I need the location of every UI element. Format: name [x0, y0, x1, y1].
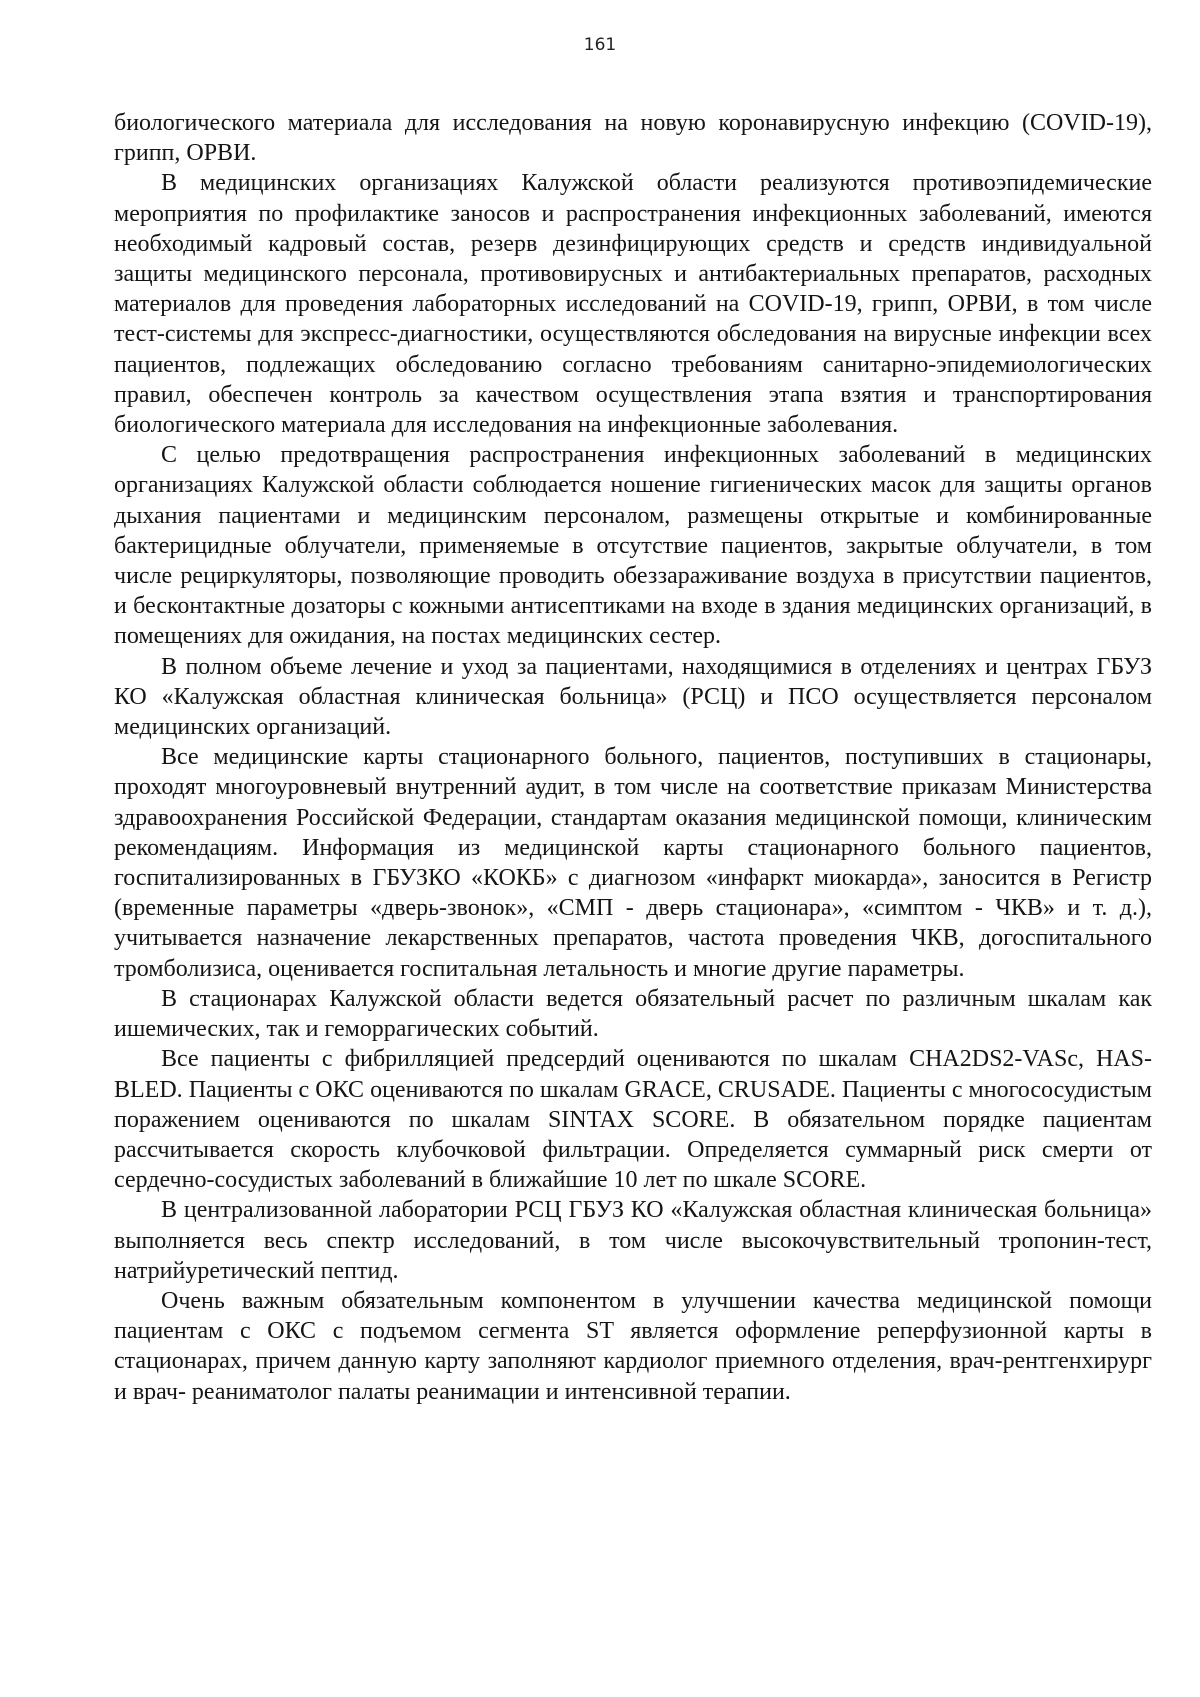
paragraph-patient-scoring: Все пациенты с фибрилляцией предсердий оцениваются по шкалам CHA2DS2-VASc, HAS-BLED. Пациенты с ОКС оцениваются по шкалам GRACE, CRUSADE. Пациенты с многососудистым поражением оцениваются по шкалам SINTAX SCORE. В обязательном порядке пациентам рассчитывается скорость клубочковой фильтрации. Определяется суммарный риск смерти от сердечно-сосудистых заболеваний в ближайшие 10 лет по шкале SCORE.: [114, 1046, 1152, 1194]
document-body: [114, 108, 1152, 1407]
paragraph-central-laboratory: В централизованной лаборатории РСЦ ГБУЗ КО «Калужская областная клиническая больница» выполняется весь спектр исследований, в том числе высокочувствительный тропонин-тест, натрийуретический пептид.: [114, 1197, 1152, 1284]
paragraph-treatment-and-care: В полном объеме лечение и уход за пациентами, находящимися в отделениях и центрах ГБУЗ КО «Калужская областная клиническая больница» (РСЦ) и ПСО осуществляется персоналом медицинских организаций.: [114, 653, 1152, 741]
paragraph-medical-records-audit: Все медицинские карты стационарного больного, пациентов, поступивших в стационары, проходят многоуровневый внутренний аудит, в том числе на соответствие приказам Министерства здравоохранения Российской Федерации, стандартам оказания медицинской помощи, клиническим рекомендациям. Информация из медицинской карты стационарного больного пациентов, госпитализированных в ГБУЗКО «КОКБ» с диагнозом «инфаркт миокарда», заносится в Регистр (временные параметры «дверь-звонок», «СМП - дверь стационара», «симптом - ЧКВ» и т. д.), учитывается назначение лекарственных препаратов, частота проведения ЧКВ, догоспитального тромболизиса, оценивается госпитальная летальность и многие другие параметры.: [114, 744, 1152, 982]
paragraph-continuation: биологического материала для исследования на новую коронавирусную инфекцию (COVID-19), грипп, ОРВИ.: [114, 110, 1152, 167]
paragraph-infection-prevention: С целью предотвращения распространения инфекционных заболеваний в медицинских организациях Калужской области соблюдается ношение гигиенических масок для защиты органов дыхания пациентами и медицинским персоналом, размещены открытые и комбинированные бактерицидные облучатели, применяемые в отсутствие пациентов, закрытые облучатели, в том числе рециркуляторы, позволяющие проводить обеззараживание воздуха в присутствии пациентов, и бесконтактные дозаторы с кожными антисептиками на входе в здания медицинских организаций, в помещениях для ожидания, на постах медицинских сестер.: [114, 442, 1152, 650]
page-number: 161: [583, 35, 617, 55]
paragraph-anti-epidemic-measures: В медицинских организациях Калужской области реализуются противоэпидемические мероприятия по профилактике заносов и распространения инфекционных заболеваний, имеются необходимый кадровый состав, резерв дезинфицирующих средств и средств индивидуальной защиты медицинского персонала, противовирусных и антибактериальных препаратов, расходных материалов для проведения лабораторных исследований на COVID-19, грипп, ОРВИ, в том числе тест-системы для экспресс-диагностики, осуществляются обследования на вирусные инфекции всех пациентов, подлежащих обследованию согласно требованиям санитарно-эпидемиологических правил, обеспечен контроль за качеством осуществления этапа взятия и транспортирования биологического материала для исследования на инфекционные заболевания.: [114, 170, 1152, 439]
paragraph-reperfusion-card: Очень важным обязательным компонентом в улучшении качества медицинской помощи пациентам с ОКС с подъемом сегмента ST является оформление реперфузионной карты в стационарах, причем данную карту заполняют кардиолог приемного отделения, врач-рентгенхирург и врач- реаниматолог палаты реанимации и интенсивной терапии.: [114, 1287, 1152, 1405]
paragraph-risk-scales: В стационарах Калужской области ведется обязательный расчет по различным шкалам как ишемических, так и геморрагических событий.: [114, 985, 1152, 1043]
